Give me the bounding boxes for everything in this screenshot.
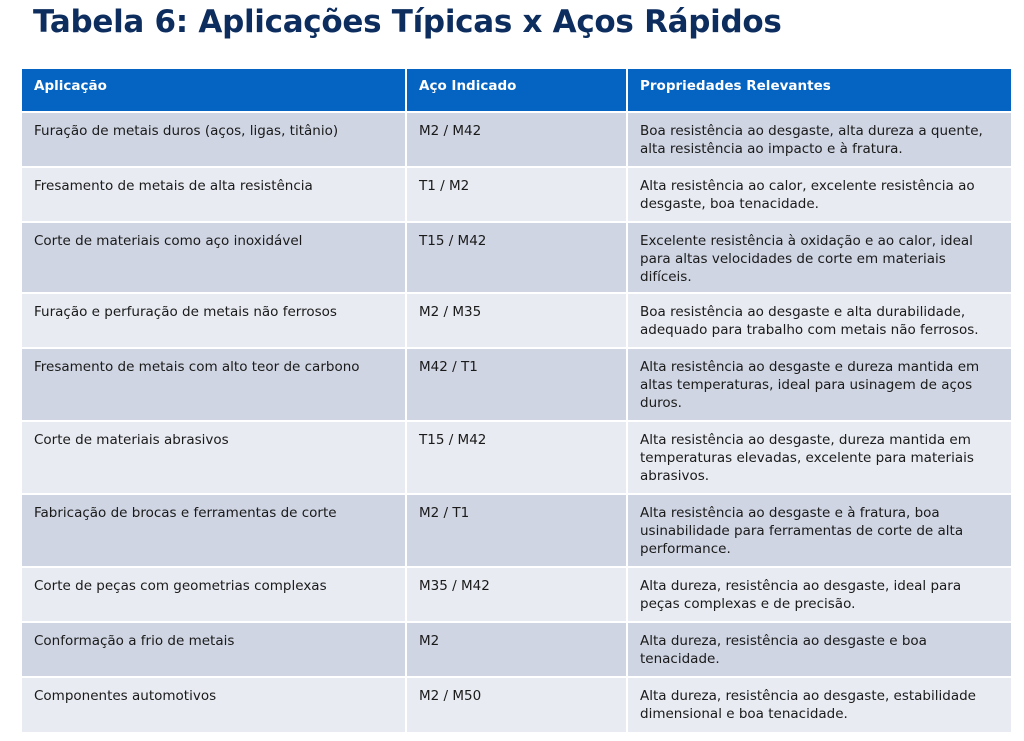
cell-application: Corte de peças com geometrias complexas (22, 567, 406, 622)
table-row (22, 494, 1011, 567)
cell-steel: M35 / M42 (406, 567, 627, 622)
cell-properties: Alta resistência ao desgaste e dureza mantida em altas temperaturas, ideal para usinagem de aços duros. (627, 348, 1011, 421)
table-row (22, 293, 1011, 348)
column-header-properties: Propriedades Relevantes (627, 69, 1011, 112)
column-header-application: Aplicação (22, 69, 406, 112)
cell-properties: Boa resistência ao desgaste e alta durabilidade, adequado para trabalho com metais não ferrosos. (627, 293, 1011, 348)
cell-application: Fresamento de metais com alto teor de carbono (22, 348, 406, 421)
table-row (22, 348, 1011, 421)
cell-application: Fabricação de brocas e ferramentas de corte (22, 494, 406, 567)
table-row (22, 112, 1011, 167)
applications-table (22, 69, 1011, 732)
column-header-steel: Aço Indicado (406, 69, 627, 112)
cell-properties: Alta resistência ao calor, excelente resistência ao desgaste, boa tenacidade. (627, 167, 1011, 222)
cell-steel: M2 (406, 622, 627, 677)
table-header-row (22, 69, 1011, 112)
cell-application: Conformação a frio de metais (22, 622, 406, 677)
cell-steel: T15 / M42 (406, 421, 627, 494)
table-row (22, 167, 1011, 222)
cell-application: Componentes automotivos (22, 677, 406, 732)
cell-properties: Alta dureza, resistência ao desgaste, estabilidade dimensional e boa tenacidade. (627, 677, 1011, 732)
cell-steel: M2 / M35 (406, 293, 627, 348)
cell-properties: Excelente resistência à oxidação e ao calor, ideal para altas velocidades de corte em materiais difíceis. (627, 222, 1011, 293)
cell-steel: M2 / M50 (406, 677, 627, 732)
cell-application: Furação e perfuração de metais não ferrosos (22, 293, 406, 348)
cell-application: Corte de materiais como aço inoxidável (22, 222, 406, 293)
table-row (22, 421, 1011, 494)
cell-properties: Alta dureza, resistência ao desgaste e boa tenacidade. (627, 622, 1011, 677)
cell-application: Fresamento de metais de alta resistência (22, 167, 406, 222)
cell-steel: M2 / M42 (406, 112, 627, 167)
table-row (22, 222, 1011, 293)
page-title: Tabela 6: Aplicações Típicas x Aços Rápidos (33, 4, 782, 40)
cell-steel: M42 / T1 (406, 348, 627, 421)
cell-properties: Alta dureza, resistência ao desgaste, ideal para peças complexas e de precisão. (627, 567, 1011, 622)
cell-steel: M2 / T1 (406, 494, 627, 567)
table-row (22, 622, 1011, 677)
cell-properties: Alta resistência ao desgaste e à fratura, boa usinabilidade para ferramentas de corte de alta performance. (627, 494, 1011, 567)
cell-application: Furação de metais duros (aços, ligas, titânio) (22, 112, 406, 167)
cell-steel: T15 / M42 (406, 222, 627, 293)
cell-steel: T1 / M2 (406, 167, 627, 222)
cell-properties: Boa resistência ao desgaste, alta dureza a quente, alta resistência ao impacto e à fratura. (627, 112, 1011, 167)
cell-application: Corte de materiais abrasivos (22, 421, 406, 494)
table-row (22, 677, 1011, 732)
table-row (22, 567, 1011, 622)
cell-properties: Alta resistência ao desgaste, dureza mantida em temperaturas elevadas, excelente para materiais abrasivos. (627, 421, 1011, 494)
